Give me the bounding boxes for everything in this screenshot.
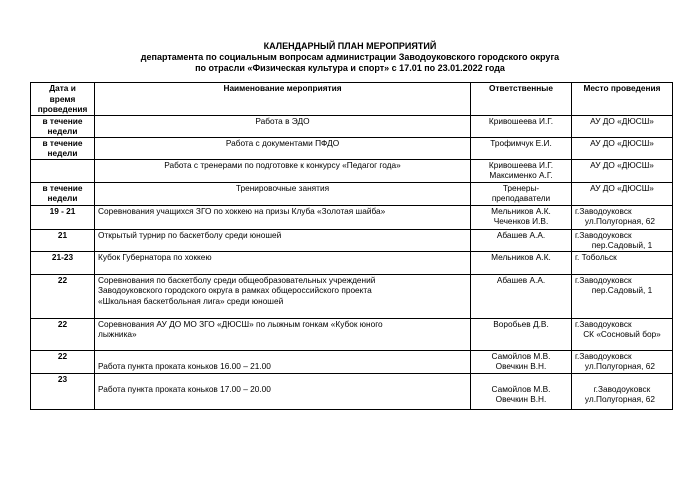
row-event: Работа пункта проката коньков 16.00 – 21.00 [95,350,471,373]
row-date: в течение недели [31,137,95,159]
row-place: г. Тобольск [572,251,673,274]
table-row [31,251,673,274]
row-responsible: Абашев А.А. [471,229,572,251]
table-row [31,229,673,251]
row-responsible: Кривошеева И.Г. Максименко А.Г. [471,159,572,182]
row-responsible: Абашев А.А. [471,274,572,318]
row-place: г.Заводоуковск пер.Садовый, 1 [572,229,673,251]
table-row [31,159,673,182]
row-event: Работа пункта проката коньков 17.00 – 20.00 [95,373,471,409]
table-header-row [31,83,673,116]
table-row [31,205,673,229]
table-row [31,350,673,373]
row-date: 21-23 [31,251,95,274]
row-date: 21 [31,229,95,251]
row-event: Работа с тренерами по подготовке к конкурсу «Педагог года» [95,159,471,182]
row-place: АУ ДО «ДЮСШ» [572,115,673,137]
document-header [0,41,700,74]
row-place: г.Заводоуковск ул.Полугорная, 62 [572,373,673,409]
header-date: Дата и время проведения [31,83,95,116]
header-event: Наименование мероприятия [95,83,471,116]
row-responsible: Трофимчук Е.И. [471,137,572,159]
table-row [31,274,673,318]
row-event: Соревнования учащихся ЗГО по хоккею на призы Клуба «Золотая шайба» [95,205,471,229]
row-date: в течение недели [31,182,95,205]
document-subtitle-department: департамента по социальным вопросам администрации Заводоуковского городского округа [140,52,560,62]
row-place: г.Заводоуковск ул.Полугорная, 62 [572,350,673,373]
row-date: 22 [31,318,95,350]
document-title: КАЛЕНДАРНЫЙ ПЛАН МЕРОПРИЯТИЙ [263,41,437,51]
row-date: 22 [31,274,95,318]
row-place: г.Заводоуковск СК «Сосновый бор» [572,318,673,350]
row-date: 23 [31,373,95,409]
row-date: 22 [31,350,95,373]
row-date: 19 - 21 [31,205,95,229]
row-responsible: Мельников А.К. Чеченков И.В. [471,205,572,229]
table-row [31,318,673,350]
row-date: в течение недели [31,115,95,137]
row-place: АУ ДО «ДЮСШ» [572,159,673,182]
row-responsible: Воробьев Д.В. [471,318,572,350]
document-subtitle-period: по отрасли «Физическая культура и спорт» с 17.01 по 23.01.2022 года [195,63,505,73]
header-responsible: Ответственные [471,83,572,116]
row-date [31,159,95,182]
row-event: Соревнования по баскетболу среди общеобразовательных учреждений Заводоуковского городского округа в рамках общероссийского проекта «Школьная баскетбольная лига» среди юношей [95,274,471,318]
row-responsible: Кривошеева И.Г. [471,115,572,137]
row-responsible: Самойлов М.В. Овечкин В.Н. [471,350,572,373]
row-place: г.Заводоуковск пер.Садовый, 1 [572,274,673,318]
header-place: Место проведения [572,83,673,116]
table-row [31,182,673,205]
row-place: г.Заводоуковск ул.Полугорная, 62 [572,205,673,229]
table-row [31,115,673,137]
row-responsible: Мельников А.К. [471,251,572,274]
table-row [31,137,673,159]
row-responsible: Тренеры- преподаватели [471,182,572,205]
row-event: Работа в ЭДО [95,115,471,137]
row-responsible: Самойлов М.В. Овечкин В.Н. [471,373,572,409]
table-row [31,373,673,409]
row-place: АУ ДО «ДЮСШ» [572,137,673,159]
row-event: Работа с документами ПФДО [95,137,471,159]
row-event: Открытый турнир по баскетболу среди юношей [95,229,471,251]
row-event: Кубок Губернатора по хоккею [95,251,471,274]
row-place: АУ ДО «ДЮСШ» [572,182,673,205]
row-event: Соревнования АУ ДО МО ЗГО «ДЮСШ» по лыжным гонкам «Кубок юного лыжника» [95,318,471,350]
events-table [30,82,673,410]
row-event: Тренировочные занятия [95,182,471,205]
